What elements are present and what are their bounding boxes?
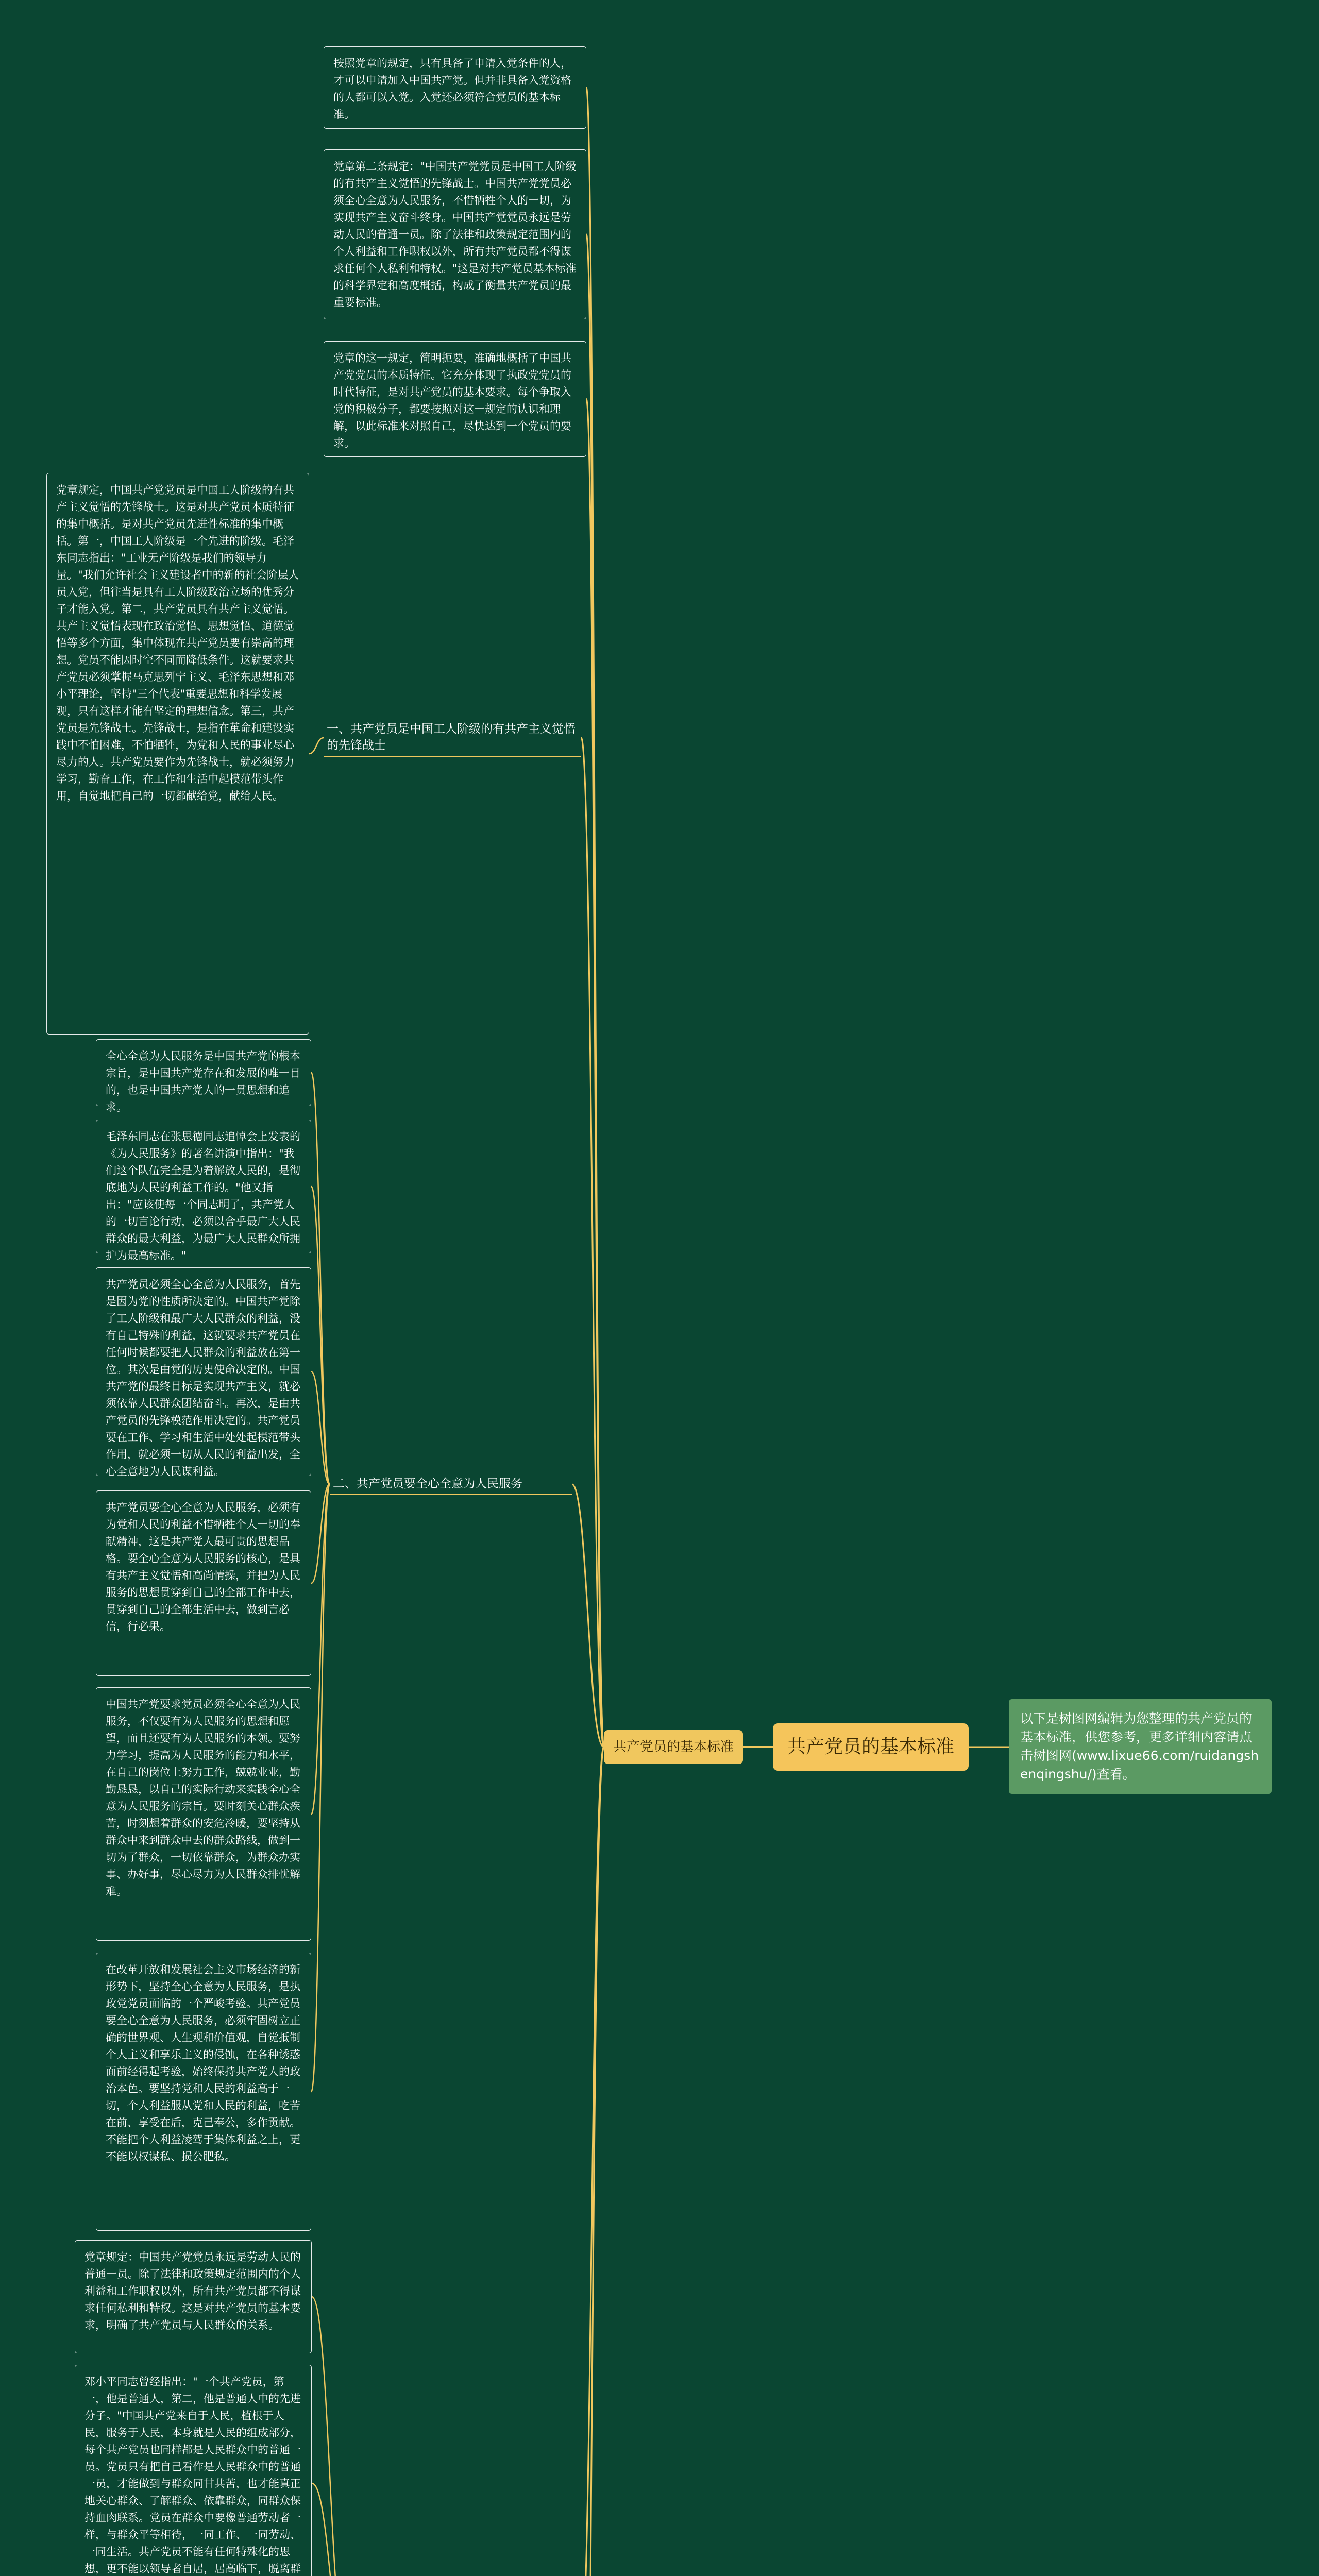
- section-leaf: 在改革开放和发展社会主义市场经济的新形势下，坚持全心全意为人民服务，是执政党党员面临的一个严峻考验。共产党员要全心全意为人民服务，必须牢固树立正确的世界观、人生观和价值观，自觉抵制个人主义和享乐主义的侵蚀，在各种诱惑面前经得起考验，始终保持共产党人的政治本色。要坚持党和人民的利益高于一切，个人利益服从党和人民的利益，吃苦在前、享受在后，克己奉公，多作贡献。不能把个人利益凌驾于集体利益之上，更不能以权谋私、损公肥私。: [96, 1953, 311, 2231]
- section-leaf: 中国共产党要求党员必须全心全意为人民服务，不仅要有为人民服务的思想和愿望，而且还要有为人民服务的本领。要努力学习，提高为人民服务的能力和水平，在自己的岗位上努力工作，兢兢业业，勤勤恳恳，以自己的实际行动来实践全心全意为人民服务的宗旨。要时刻关心群众疾苦，时刻想着群众的安危冷暖，要坚持从群众中来到群众中去的群众路线，做到一切为了群众，一切依靠群众，为群众办实事、办好事，尽心尽力为人民群众排忧解难。: [96, 1687, 311, 1941]
- section-node[interactable]: 二、共产党员要全心全意为人民服务: [330, 1473, 572, 1495]
- intro-note[interactable]: 以下是树图网编辑为您整理的共产党员的基本标准，供您参考，更多详细内容请点击树图网(www.lixue66.com/ruidangshenqingshu/)查看。: [1009, 1699, 1272, 1794]
- section-leaf: 党章规定，中国共产党党员是中国工人阶级的有共产主义觉悟的先锋战士。这是对共产党员本质特征的集中概括。是对共产党员先进性标准的集中概括。第一，中国工人阶级是一个先进的阶级。毛泽东同志指出："工业无产阶级是我们的领导力量。"我们允许社会主义建设者中的新的社会阶层人员入党，但往当是具有工人阶级政治立场的优秀分子才能入党。第二，共产党员具有共产主义觉悟。共产主义觉悟表现在政治觉悟、思想觉悟、道德觉悟等多个方面，集中体现在共产党员要有崇高的理想。党员不能因时空不同而降低条件。这就要求共产党员必须掌握马克思列宁主义、毛泽东思想和邓小平理论，坚持"三个代表"重要思想和科学发展观，只有这样才能有坚定的理想信念。第三，共产党员是先锋战士。先锋战士，是指在革命和建设实践中不怕困难，不怕牺牲，为党和人民的事业尽心尽力的人。共产党员要作为先锋战士，就必须努力学习，勤奋工作，在工作和生活中起模范带头作用，自觉地把自己的一切都献给党，献给人民。: [46, 473, 309, 1035]
- intro-leaf: 党章第二条规定："中国共产党党员是中国工人阶级的有共产主义觉悟的先锋战士。中国共产党党员必须全心全意为人民服务，不惜牺牲个人的一切，为实现共产主义奋斗终身。中国共产党党员永远是劳动人民的普通一员。除了法律和政策规定范围内的个人利益和工作职权以外，所有共产党员都不得谋求任何个人私利和特权。"这是对共产党员基本标准的科学界定和高度概括，构成了衡量共产党员的最重要标准。: [324, 149, 586, 319]
- section-leaf: 党章规定：中国共产党党员永远是劳动人民的普通一员。除了法律和政策规定范围内的个人利益和工作职权以外，所有共产党员都不得谋求任何私利和特权。这是对共产党员的基本要求，明确了共产党员与人民群众的关系。: [75, 2240, 312, 2353]
- section-to-leaf-link: [309, 738, 324, 754]
- section-to-leaf-link: [312, 2297, 348, 2576]
- subtopic-node[interactable]: 共产党员的基本标准: [604, 1730, 743, 1764]
- section-leaf: 邓小平同志曾经指出："一个共产党员，第一，他是普通人，第二，他是普通人中的先进分子。"中国共产党来自于人民，植根于人民，服务于人民，本身就是人民的组成部分，每个共产党员也同样都是人民群众中的普通一员。党员只有把自己看作是人民群众中的普通一员，才能做到与群众同甘共苦，也才能真正地关心群众、了解群众、依靠群众，同群众保持血肉联系。党员在群众中要像普通劳动者一样，与群众平等相待，一同工作、一同劳动、一同生活。共产党员不能有任何特殊化的思想，更不能以领导者自居，居高临下，脱离群: [75, 2365, 312, 2576]
- section-leaf: 共产党员必须全心全意为人民服务，首先是因为党的性质所决定的。中国共产党除了工人阶级和最广大人民群众的利益，没有自己特殊的利益，这就要求共产党员在任何时候都要把人民群众的利益放在第一位。其次是由党的历史使命决定的。中国共产党的最终目标是实现共产主义，就必须依靠人民群众团结奋斗。再次，是由共产党员的先锋模范作用决定的。共产党员要在工作、学习和生活中处处起模范带头作用，就必须一切从人民的利益出发，全心全意地为人民谋利益。: [96, 1267, 311, 1476]
- section-leaf: 共产党员要全心全意为人民服务，必须有为党和人民的利益不惜牺牲个人一切的奉献精神，这是共产党人最可贵的思想品格。要全心全意为人民服务的核心，是具有共产主义觉悟和高尚情操，并把为人民服务的思想贯穿到自己的全部工作中去，贯穿到自己的全部生活中去，做到言必信，行必果。: [96, 1490, 311, 1676]
- subtopic-to-leaf-link: [586, 399, 604, 1748]
- intro-leaf: 按照党章的规定，只有具备了申请入党条件的人，才可以申请加入中国共产党。但并非具备入党资格的人都可以入党。入党还必须符合党员的基本标准。: [324, 46, 586, 129]
- section-node[interactable]: 一、共产党员是中国工人阶级的有共产主义觉悟的先锋战士: [324, 719, 581, 757]
- section-to-leaf-link: [311, 1484, 330, 2092]
- section-to-leaf-link: [311, 1187, 330, 1484]
- section-to-leaf-link: [312, 2483, 348, 2576]
- root-node[interactable]: 共产党员的基本标准: [773, 1723, 969, 1771]
- section-leaf: 毛泽东同志在张思德同志追悼会上发表的《为人民服务》的著名讲演中指出："我们这个队伍完全是为着解放人民的，是彻底地为人民的利益工作的。"他又指出："应该使每一个同志明了，共产党人的一切言论行动，必须以合乎最广大人民群众的最大利益，为最广大人民群众所拥护为最高标准。": [96, 1120, 311, 1253]
- section-leaf: 全心全意为人民服务是中国共产党的根本宗旨，是中国共产党存在和发展的唯一目的，也是中国共产党人的一贯思想和追求。: [96, 1039, 311, 1106]
- subtopic-to-section-link: [577, 1747, 604, 2576]
- intro-leaf: 党章的这一规定，简明扼要，准确地概括了中国共产党党员的本质特征。它充分体现了执政党党员的时代特征，是对共产党员的基本要求。每个争取入党的积极分子，都要按照对这一规定的认识和理解，以此标准来对照自己，尽快达到一个党员的要求。: [324, 341, 586, 457]
